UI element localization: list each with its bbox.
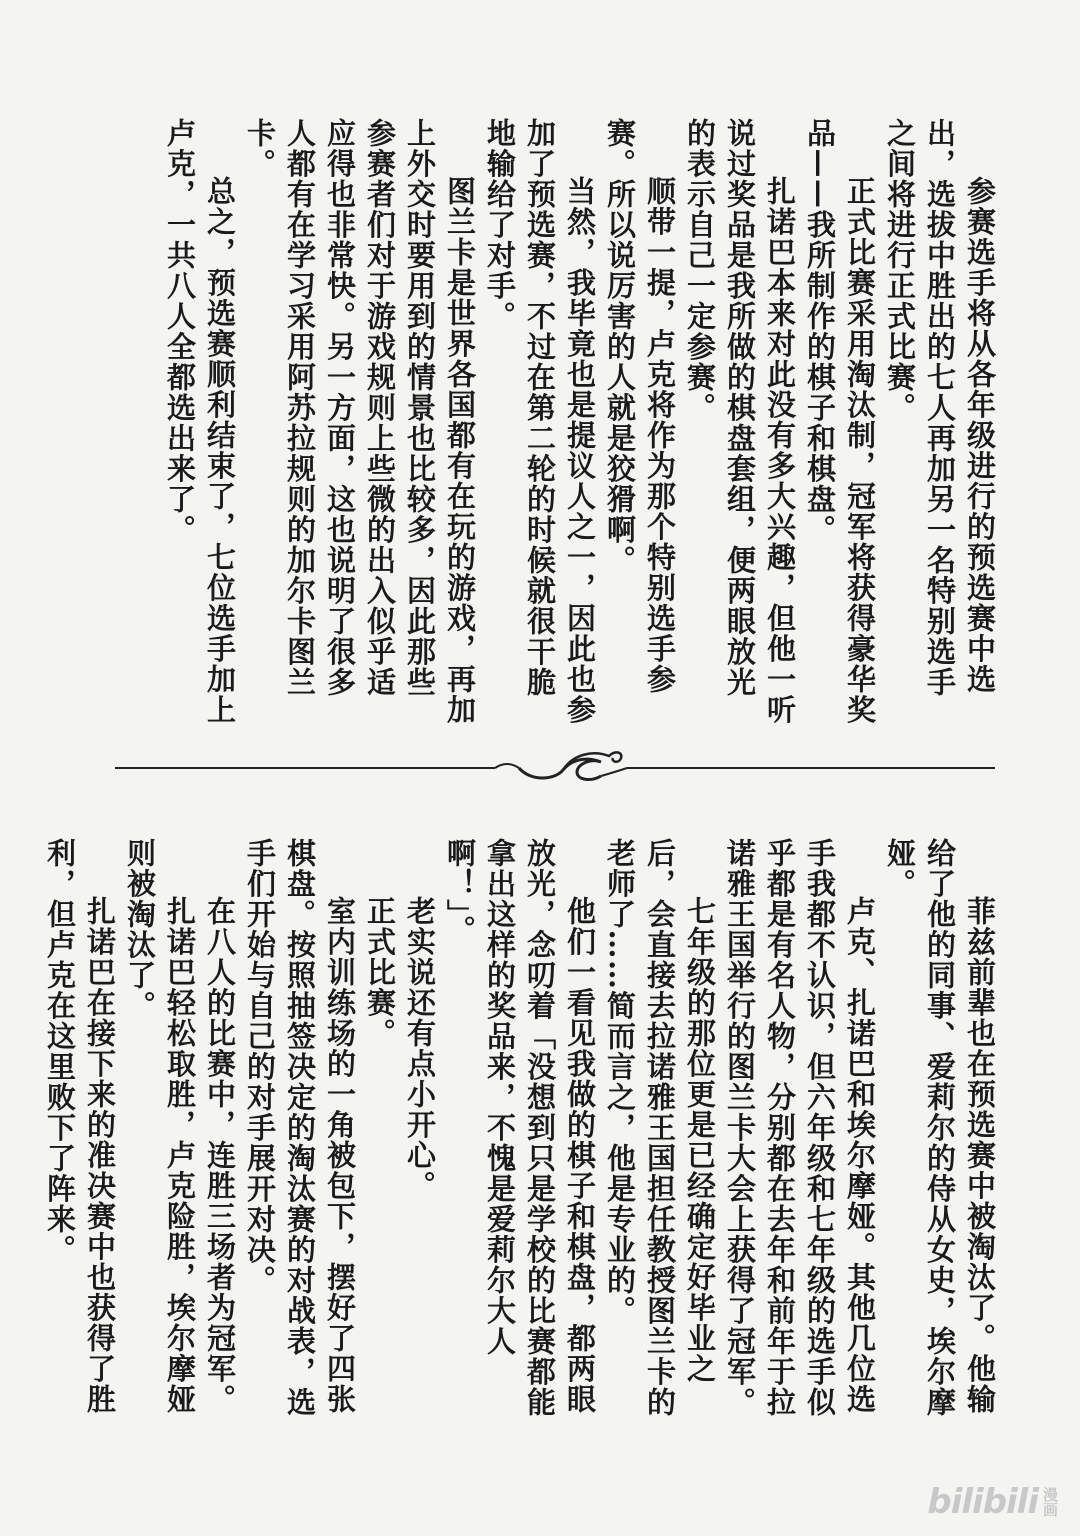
paragraph: 卢克、扎诺巴和埃尔摩娅。其他几位选手我都不认识，但六年级和七年级的选手似乎都是有名人物，分别都在去年和前年于拉诺雅王国举行的图兰卡大会上获得了冠军。 [723, 838, 877, 1418]
paragraph: 总之，预选赛顺利结束了，七位选手加上卢克，一共八人全都选出来了。 [163, 118, 237, 725]
paragraph: 正式比赛采用淘汰制，冠军将获得豪华奖品——我所制作的棋子和棋盘。 [803, 118, 877, 725]
paragraph: 在八人的比赛中，连胜三场者为冠军。 [203, 896, 237, 1415]
ornamental-divider [115, 746, 995, 790]
paragraph: 他们一看见我做的棋子和棋盘，都两眼放光，念叨着「没想到只是学校的比赛都能拿出这样的奖品来，不愧是爱莉尔大人啊！」。 [443, 838, 597, 1418]
paragraph: 老实说还有点小开心。 [403, 896, 437, 1201]
paragraph: 当然，我毕竟也是提议人之一，因此也参加了预选赛，不过在第二轮的时候就很干脆地输给了对手。 [483, 118, 597, 725]
paragraph: 参赛选手将从各年级进行的预选赛中选出，选拔中胜出的七人再加另一名特别选手之间将进行正式比赛。 [883, 118, 997, 698]
paragraph: 扎诺巴本来对此没有多大兴趣，但他一听说过奖品是我所做的棋盘套组，便两眼放光的表示自己一定参赛。 [683, 118, 797, 725]
lower-text-column-block [43, 838, 1000, 1418]
watermark-tag: 漫画 [1041, 1487, 1059, 1517]
bilibili-watermark [927, 1482, 1058, 1522]
paragraph: 扎诺巴轻松取胜，卢克险胜，埃尔摩娅则被淘汰了。 [123, 838, 197, 1415]
paragraph: 扎诺巴在接下来的准决赛中也获得了胜利，但卢克在这里败下了阵来。 [43, 838, 117, 1415]
upper-text-column-block [100, 118, 1000, 726]
paragraph: 七年级的那位更是已经确定好毕业之后，会直接去拉诺雅王国担任教授图兰卡的老师了……简而言之，他是专业的。 [603, 838, 717, 1418]
paragraph: 图兰卡是世界各国都有在玩的游戏，再加上外交时要用到的情景也比较多，因此那些参赛者们对于游戏规则上些微的出入似乎适应得也非常快。另一方面，这也说明了很多人都有在学习采用阿苏拉规则的加尔卡图兰卡。 [243, 118, 477, 725]
paragraph: 室内训练场的一角被包下，摆好了四张棋盘。按照抽签决定的淘汰赛的对战表，选手们开始与自己的对手展开对决。 [243, 838, 357, 1418]
paragraph: 顺带一提，卢克将作为那个特别选手参赛。所以说厉害的人就是狡猾啊。 [603, 118, 677, 695]
paragraph: 菲兹前辈也在预选赛中被淘汰了。他输给了他的同事、爱莉尔的侍从女史，埃尔摩娅。 [883, 838, 997, 1418]
watermark-logo: bilibili [927, 1482, 1038, 1522]
paragraph: 正式比赛。 [363, 896, 397, 1049]
